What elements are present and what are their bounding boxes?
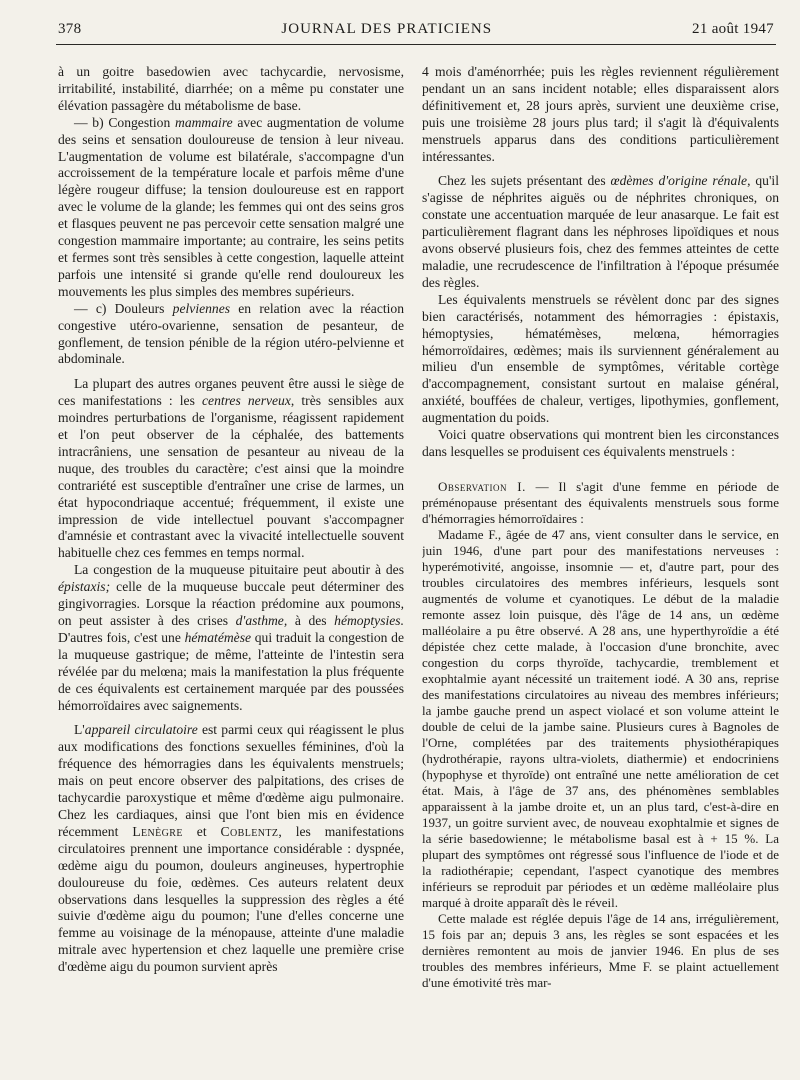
observation-heading: Observation I. — Il s'agit d'une femme en période de préménopause présentant des équivalents menstruels sous forme d'hémorragies hémorroïdaires : xyxy=(422,478,779,526)
right-column xyxy=(422,64,779,1058)
left-column xyxy=(58,64,404,1058)
paragraph-mammary-congestion: — b) Congestion mammaire avec augmentation de volume des seins et sensation douloureuse de tension à leur niveau. L'augmentation de volume est bilatérale, s'accompagne d'un accroissement de la température locale et parfois même d'une légère rougeur diffuse; la tension douloureuse est en rapport avec le volume de la glande; les femmes qui ont des seins gros et flasques peuvent ne pas percevoir cette sensation malgré une congestion mammaire importante; au contraire, les seins petits et fermes sont très sensibles à cette congestion, laquelle atteint parfois une intensité si grande qu'elle rend douloureux les mouvements les plus simples des membres supérieurs. xyxy=(58,114,404,299)
paragraph-pituitary-congestion: La congestion de la muqueuse pituitaire peut aboutir à des épistaxis; celle de la muqueuse buccale peut déterminer des gingivorragies. Lorsque la réaction prédomine aux poumons, on peut assister à des crises d'asthme, à des hémoptysies. D'autres fois, c'est une hématémèse qui traduit la congestion de la muqueuse gastrique; de même, l'atteinte de l'intestin sera révélée par du melœna; mais la manifestation la plus fréquente de ces équivalents est certainement marquée par des poussées hémorroïdaires avec saignements. xyxy=(58,562,404,713)
paragraph: à un goitre basedowien avec tachycardie, nervosisme, irritabilité, instabilité, diarrhée; on a même pu constater une élévation passagère du métabolisme de base. xyxy=(58,64,404,113)
issue-date: 21 août 1947 xyxy=(692,20,774,37)
observation-case-text: Cette malade est réglée depuis l'âge de 14 ans, irrégulièrement, 15 fois par an; depuis 3 ans, les règles se sont espacées et les dernières remontent au mois de janvier 1946. En plus de ses troubles des membres inférieurs, Mme F. se plaint actuellement d'une émotivité très mar- xyxy=(422,910,779,990)
paragraph-pelvic-pain: — c) Douleurs pelviennes en relation avec la réaction congestive utéro-ovarienne, sensation de pesanteur, de gonflement, de tension pénible de la région utéro-pelvienne et abdominale. xyxy=(58,300,404,367)
running-head xyxy=(58,16,774,42)
paragraph-summary: Les équivalents menstruels se révèlent donc par des signes bien caractérisés, notamment des hémorragies : épistaxis, hémoptysies, hématémèses, melœna, hémorragies hémorroïdaires, œdèmes; mais ils surviennent généralement au milieu d'un ensemble de symptômes, véritable cortège d'accompagnement, consistant surtout en malaise général, anxiété, bouffées de chaleur, vertiges, lipothymies, gonflement, augmentation du poids. xyxy=(422,291,779,426)
observation-label: Observation I. xyxy=(438,478,526,494)
paragraph: 4 mois d'aménorrhée; puis les règles reviennent régulièrement pendant un an sans incident notable; elles disparaissent alors définitivement et, 28 jours après, survient une deuxième crise, puis une troisième 28 jours plus tard; il s'agit là d'équivalents menstruels apparus dans des conditions particulièrement intéressantes. xyxy=(422,64,779,164)
page-number: 378 xyxy=(58,20,82,37)
paragraph-observations-intro: Voici quatre observations qui montrent bien les circonstances dans lesquelles se produisent ces équivalents menstruels : xyxy=(422,427,779,459)
paragraph-circulatory-system: L'appareil circulatoire est parmi ceux qui réagissent le plus aux modifications des fonctions sexuelles féminines, d'où la fréquence des hémorragies dans les équivalents menstruels; mais on peut encore observer des palpitations, des crises de tachycardie paroxystique et même d'œdème aigu pulmonaire. Chez les cardiaques, ainsi que l'ont bien mis en évidence récemment Lenègre et Coblentz, les manifestations circulatoires prennent une importance considérable : dyspnée, œdème aigu du poumon, douleurs angineuses, hypertrophie douloureuse du foie, œdèmes. Ces auteurs relatent deux observations dans lesquelles la suppression des règles a été suivie d'œdème aigu du poumon; l'une d'elles concerne une femme au voisinage de la ménopause, atteinte d'une maladie mitrale avec hypertension et chez laquelle une première crise d'œdème aigu du poumon survient après xyxy=(58,722,404,975)
observation-case-text: Madame F., âgée de 47 ans, vient consulter dans le service, en juin 1946, d'une part pour des manifestations nerveuses : hyperémotivité, angoisse, insomnie — et, d'autre part, pour des troubles circulatoires des membres inférieurs, lesquels sont augmentés de volume et cyanotiques. Le début de la maladie remonte assez loin puisque, dès l'âge de 14 ans, un œdème malléolaire a pu être observé. A 28 ans, une hyperthyroïdie a été dépistée chez cette malade, à l'occasion d'une bronchite, avec congestion du corps thyroïde, tachycardie, tremblement et exophtalmie ayant nécessité un traitement iodé. A 30 ans, reprise des manifestations circulatoires au niveau des membres inférieurs; la jambe gauche prend un aspect violacé et son volume atteint le double de celui de la jambe saine. Plusieurs cures à Bagnoles de l'Orne, complétées par des traitements physiothérapiques (hydrothérapie, rayons ultra-violets, diathermie) et endocriniens (hypophyse et thyroïde) ont entraîné une nette amélioration de cet état. Mais, à l'âge de 37 ans, des phénomènes semblables apparaissent à la jambe droite et, un an plus tard, c'est-à-dire en 1937, un goitre survient avec, de nouveau exophtalmie et signes de la série basedowienne; le métabolisme basal est à + 15 %. La plupart des symptômes ont régressé sous l'influence de l'iode et de la radiothérapie; cependant, l'aspect cyanotique des membres inférieurs se reproduit par périodes et un œdème malléolaire plus marqué à droite apparaît dès le réveil. xyxy=(422,526,779,910)
journal-title: JOURNAL DES PRATICIENS xyxy=(281,20,493,37)
paragraph-nervous-centers: La plupart des autres organes peuvent être aussi le siège de ces manifestations : les centres nerveux, très sensibles aux moindres perturbations de l'organisme, réagissent rapidement et l'on peut observer de la céphalée, des battements intracrâniens, une sensation de pesanteur au niveau de la nuque, des troubles du caractère; c'est ainsi que la moindre contrariété est susceptible d'entraîner une crise de larmes, un état hypocondriaque accentué; fréquemment, il existe une impression de vide intellectuel pouvant s'accompagner d'amnésie et contrastant avec la vivacité intellectuelle souvent habituelle chez ces femmes en temps normal. xyxy=(58,376,404,561)
header-rule xyxy=(56,44,776,45)
paragraph-renal-edema: Chez les sujets présentant des œdèmes d'origine rénale, qu'il s'agisse de néphrites aiguës ou de néphrites chroniques, on constate une accentuation marquée de leur anasarque. Le fait est particulièrement flagrant dans les néphroses lipoïdiques et nous avons observé plusieurs fois, chez des femmes atteintes de cette maladie, une recrudescence de l'infiltration à l'époque présumée des règles. xyxy=(422,173,779,290)
